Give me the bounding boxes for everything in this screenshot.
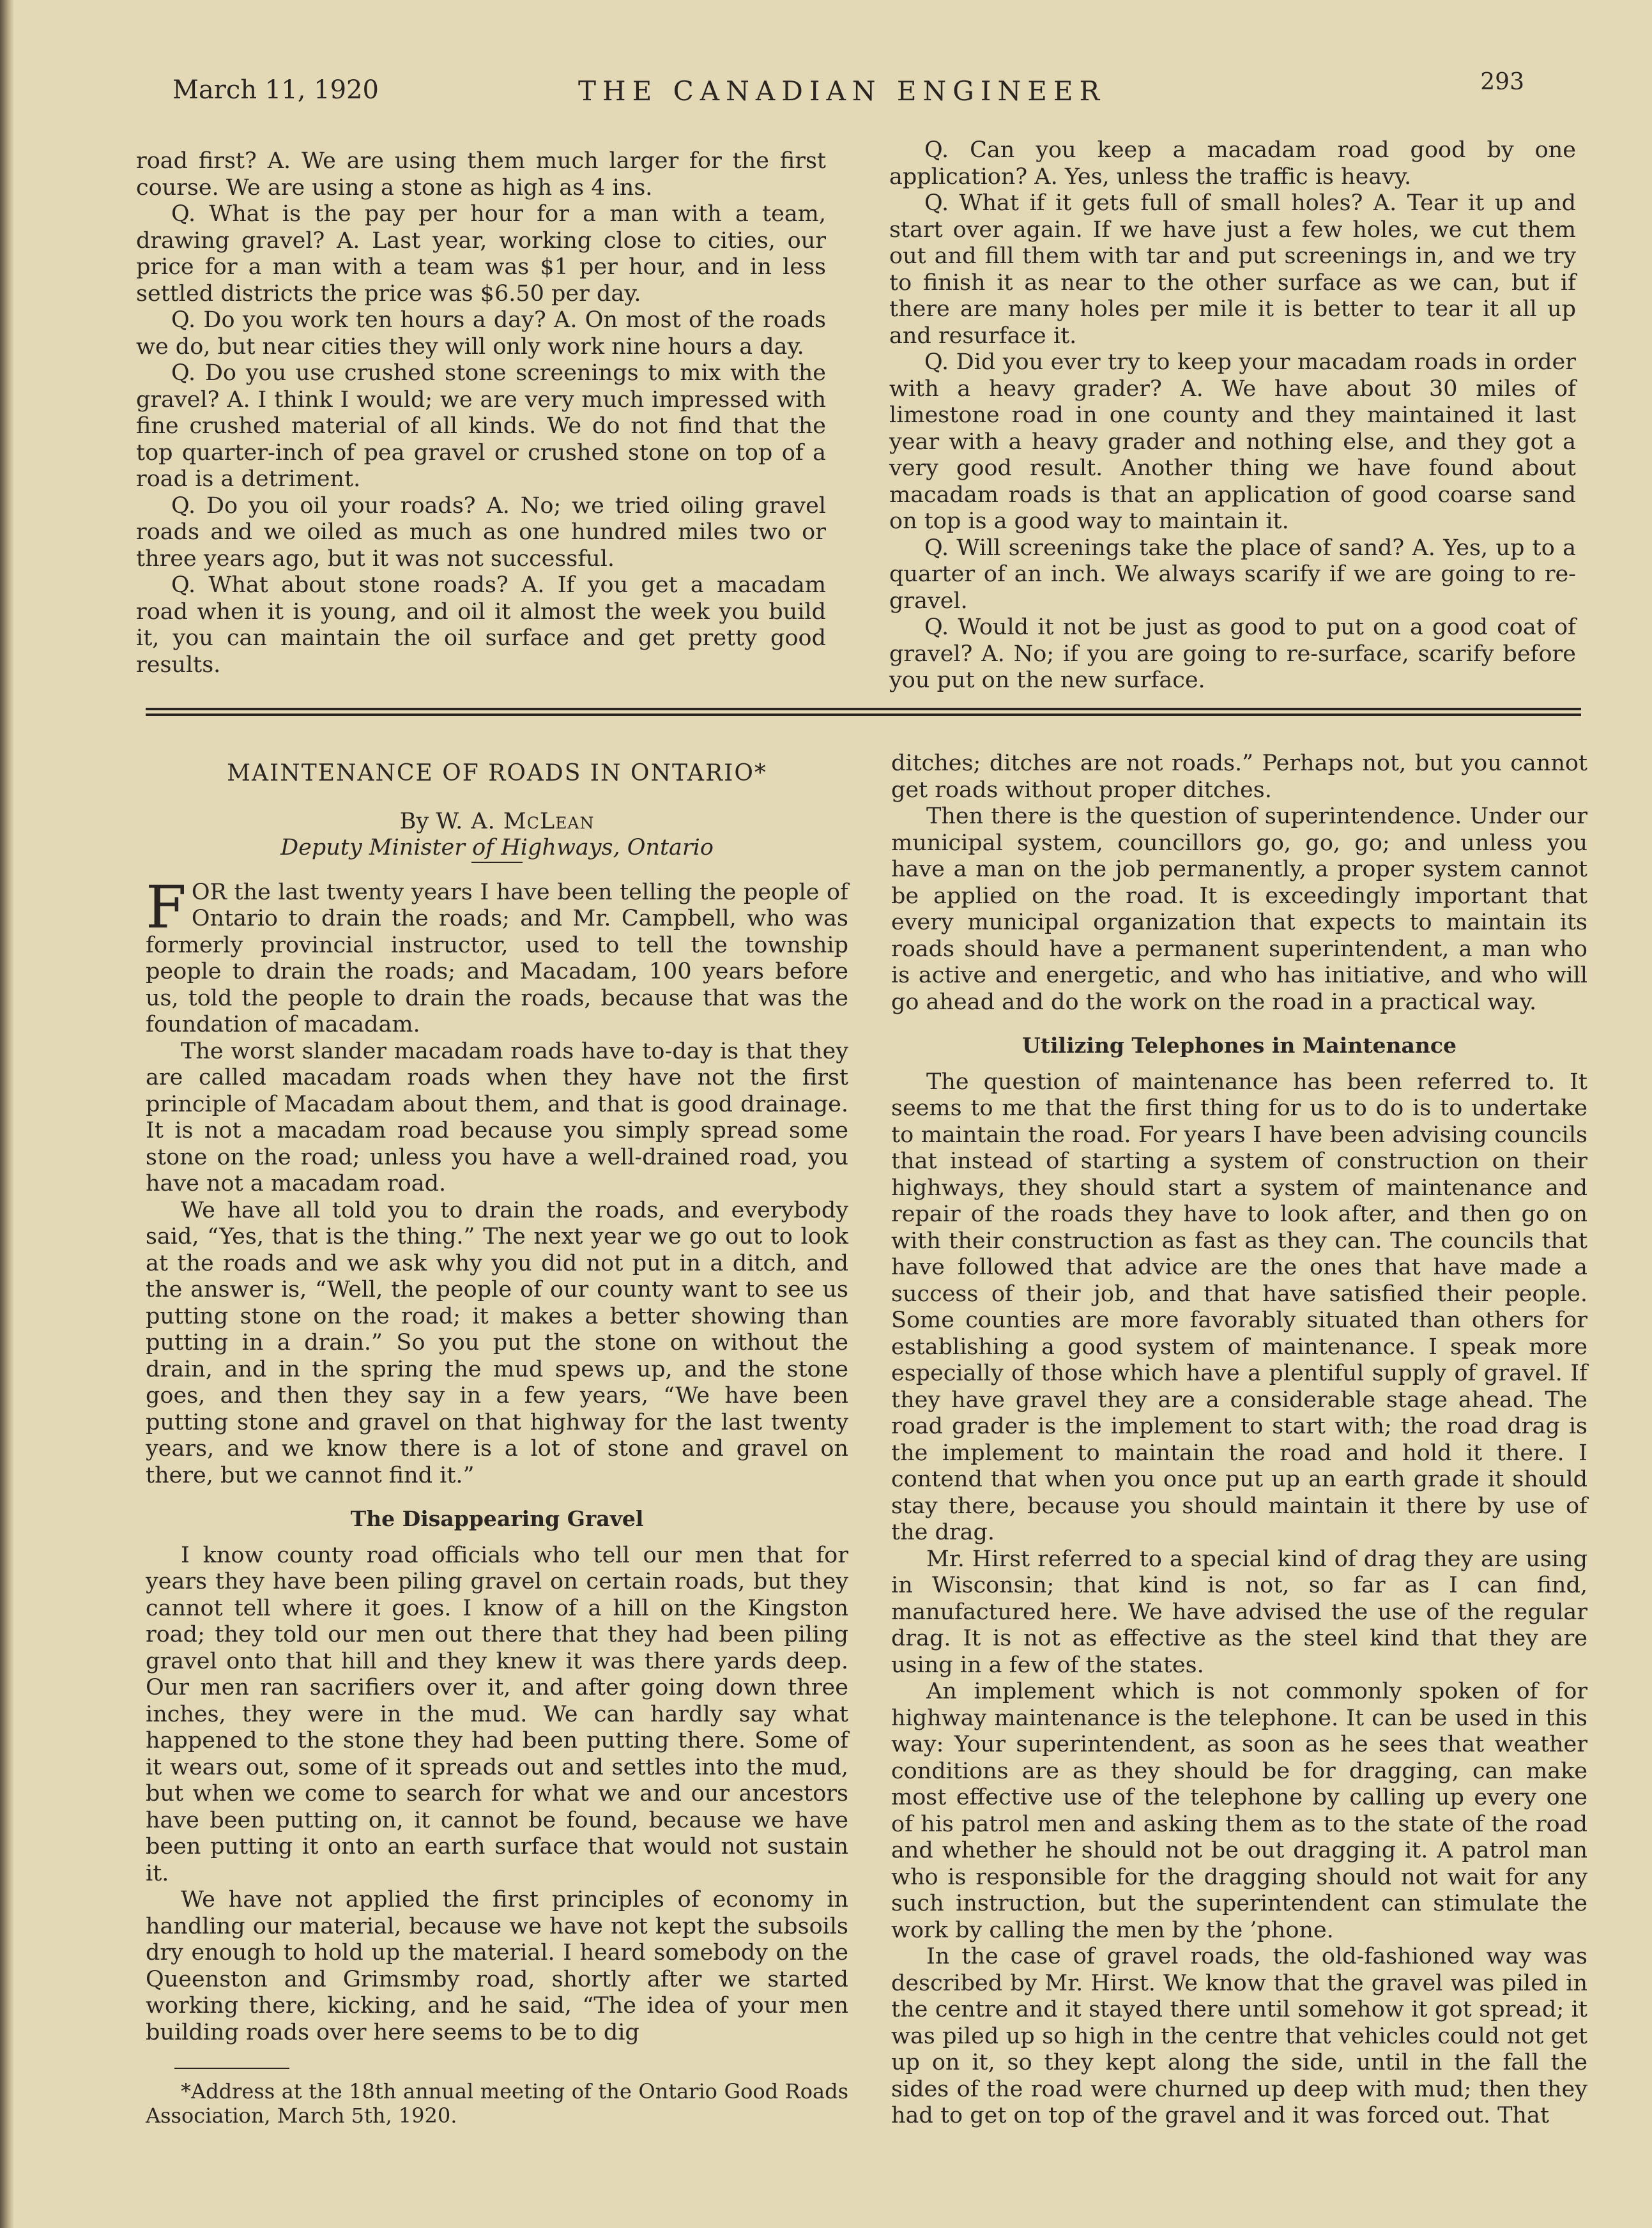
- article-title: MAINTENANCE OF ROADS IN ONTARIO*: [227, 760, 767, 786]
- article-paragraph: [146, 873, 848, 1039]
- qa-paragraph: Q. Do you use crushed stone screenings to mix with the gravel? A. I think I would; we are very much impressed with fine crushed material of all kinds. We do not find that the top quarter-inch of pea gravel or crushed stone on top of a road is a detriment.: [136, 360, 826, 492]
- page-binding-edge: [0, 0, 14, 2228]
- author-role: Deputy Minister of Highways, Ontario: [280, 835, 714, 860]
- qa-paragraph: Q. What if it gets full of small holes? A. Tear it up and start over again. If we have just a few holes, we cut them out and fill them with tar and put screenings in, and we try to finish it as near to the other surface as we can, but if there are many holes per mile it is better to tear it all up and resurface it.: [889, 190, 1576, 349]
- qa-paragraph: Q. Do you oil your roads? A. No; we tried oiling gravel roads and we oiled as much as one hundred miles two or three years ago, but it was not successful.: [136, 492, 826, 572]
- byline: [146, 809, 848, 836]
- footnote-rule: [174, 2068, 289, 2069]
- article-paragraph: In the case of gravel roads, the old-fashioned way was described by Mr. Hirst. We know that the gravel was piled in the centre and it stayed there until somehow it got spread; it was piled up so high in the centre that vehicles could not get up on it, so they kept along the side, until in the fall the sides of the road were churned up deep with mud; then they had to get on top of the gravel and it was forced out. That: [891, 1944, 1587, 2128]
- first-paragraph-text: OR the last twenty years I have been telling the people of Ontario to drain the roads; and Mr. Campbell, who was formerly provincial instructor, used to tell the township people to drain the roads; and Macadam, 100 years before us, told the people to drain the roads, because that was the foundation of macadam.: [146, 879, 848, 1037]
- article-paragraph: The question of maintenance has been referred to. It seems to me that the first thing for us to do is to undertake to maintain the road. For years I have been advising councils that instead of starting a system of construction on their highways, they should start a system of maintenance and repair of the roads they have to look after, and then go on with their construction as fast as they can. The councils that have followed that advice are the ones that have made a success of their job, and that have satisfied their people. Some counties are more favorably situated than others for establishing a good system of maintenance. I speak more especially of those which have a plentiful supply of gravel. If they have gravel they are a considerable stage ahead. The road grader is the implement to start with; the road drag is the implement to maintain the road and hold it there. I contend that when you once put up an earth grade it should stay there, because you should maintain it there by use of the drag.: [891, 1069, 1587, 1545]
- author-name: W. A. McLean: [436, 808, 595, 834]
- article-paragraph: We have not applied the first principles of economy in handling our material, because we have not kept the subsoils dry enough to hold up the material. I heard somebody on the Queenston and Grimsmby road, shortly after we started working there, kicking, and he said, “The idea of your men building roads over here seems to be to dig: [146, 1887, 848, 2045]
- footnote: *Address at the 18th annual meeting of the Ontario Good Roads Association, March 5th, 1920.: [146, 2079, 848, 2128]
- qa-paragraph: Q. What about stone roads? A. If you get a macadam road when it is young, and oil it almost the week you build it, you can maintain the oil surface and get pretty good results.: [136, 572, 826, 678]
- title-rule: [471, 862, 523, 863]
- article-paragraph: We have all told you to drain the roads, and everybody said, “Yes, that is the thing.” The next year we go out to look at the roads and we ask why you did not put in a ditch, and the answer is, “Well, the people of our county want to see us putting stone on the road; it makes a better showing than putting in a drain.” So you put the stone on without the drain, and in the spring the mud spews up, and the stone goes, and then they say in a few years, “We have been putting stone and gravel on that highway for the last twenty years, and we know there is a lot of stone and gravel on there, but we cannot find it.”: [146, 1197, 848, 1488]
- article-column-left: [146, 760, 848, 2128]
- subheading-disappearing-gravel: The Disappearing Gravel: [350, 1506, 644, 1531]
- qa-paragraph: Q. Will screenings take the place of sand? A. Yes, up to a quarter of an inch. We always scarify if we are going to re-gravel.: [889, 535, 1576, 614]
- qa-paragraph: road first? A. We are using them much larger for the first course. We are using a stone as high as 4 ins.: [136, 148, 826, 201]
- article-paragraph: Then there is the question of superintendence. Under our municipal system, councillors go, go, go; and unless you have a man on the job permanently, a proper system cannot be applied on the road. It is exceedingly important that every municipal organization that expects to maintain its roads should have a permanent superintendent, a man who is active and energetic, and who has initiative, and who will go ahead and do the work on the road in a practical way.: [891, 804, 1587, 1015]
- subheading-telephones: Utilizing Telephones in Maintenance: [1021, 1033, 1457, 1058]
- article-paragraph: An implement which is not commonly spoken of for highway maintenance is the telephone. It can be used in this way: Your superintendent, as soon as he sees that weather conditions are as they should be for dragging, can make most effective use of the telephone by calling up every one of his patrol men and asking them as to the state of the road and whether he should not be out dragging it. A patrol man who is responsible for the dragging should not wait for any such instruction, but the superintendent can stimulate the work by calling the men by the ’phone.: [891, 1679, 1587, 1943]
- article-paragraph: The worst slander macadam roads have to-day is that they are called macadam roads when they have not the first principle of Macadam about them, and that is good drainage. It is not a macadam road because you simply spread some stone on the road; unless you have a well-drained road, you have not a macadam road.: [146, 1038, 848, 1196]
- article-paragraph: ditches; ditches are not roads.” Perhaps not, but you cannot get roads without proper ditches.: [891, 751, 1587, 803]
- drop-cap: F: [146, 873, 187, 942]
- article-paragraph: Mr. Hirst referred to a special kind of drag they are using in Wisconsin; that kind is not, so far as I can find, manufactured here. We have advised the use of the regular drag. It is not as effective as the steel kind that they are using in a few of the states.: [891, 1546, 1587, 1678]
- qa-paragraph: Q. What is the pay per hour for a man with a team, drawing gravel? A. Last year, working close to cities, our price for a man with a team was $1 per hour, and in less settled districts the price was $6.50 per day.: [136, 201, 826, 307]
- page-number: 293: [1480, 69, 1524, 95]
- qa-column-right: [889, 137, 1576, 694]
- qa-column-left: [136, 148, 826, 678]
- header-date: March 11, 1920: [172, 75, 379, 105]
- article-column-right: [891, 751, 1587, 2130]
- section-divider-top: [146, 708, 1581, 710]
- journal-title: THE CANADIAN ENGINEER: [578, 75, 1106, 107]
- section-divider-bottom: [146, 713, 1581, 716]
- article-paragraph: I know county road officials who tell our men that for years they have been piling gravel on certain roads, but they cannot tell where it goes. I know of a hill on the Kingston road; they told our men out there that they had been piling gravel onto that hill and they knew it was there yards deep. Our men ran sacrifiers over it, and after going down three inches, they were in the mud. We can hardly say what happened to the stone they had been putting there. Some of it wears out, some of it spreads out and settles into the mud, but when we come to search for what we and our ancestors have been putting on, it cannot be found, because we have been putting it onto an earth surface that would not sustain it.: [146, 1542, 848, 1886]
- qa-paragraph: Q. Can you keep a macadam road good by one application? A. Yes, unless the traffic is heavy.: [889, 137, 1576, 190]
- qa-paragraph: Q. Do you work ten hours a day? A. On most of the roads we do, but near cities they will only work nine hours a day.: [136, 307, 826, 360]
- qa-paragraph: Q. Did you ever try to keep your macadam roads in order with a heavy grader? A. We have about 30 miles of limestone road in one county and they maintained it last year with a heavy grader and nothing else, and they got a very good result. Another thing we have found about macadam roads is that an application of good coarse sand on top is a good way to maintain it.: [889, 349, 1576, 534]
- byline-by: By: [399, 808, 429, 834]
- qa-paragraph: Q. Would it not be just as good to put on a good coat of gravel? A. No; if you are going to re-surface, scarify before you put on the new surface.: [889, 614, 1576, 693]
